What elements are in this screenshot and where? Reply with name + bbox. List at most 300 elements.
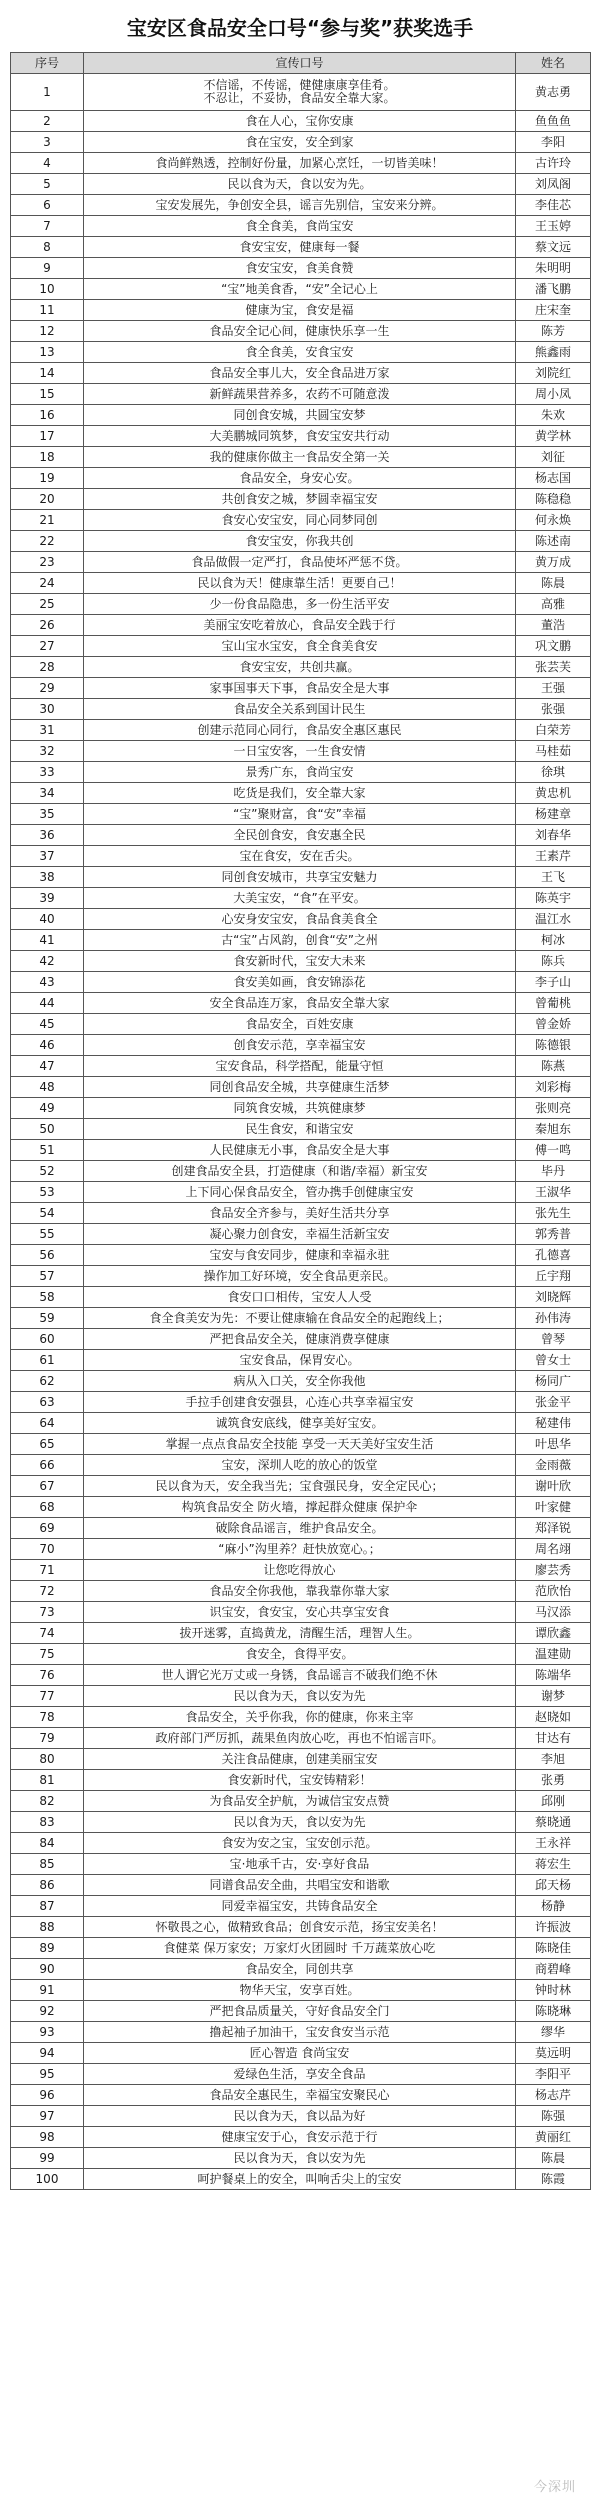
row-number: 78 xyxy=(11,1707,84,1728)
row-name: 曾金娇 xyxy=(516,1014,591,1035)
row-slogan: 食品安全，关乎你我，你的健康，你来主宰 xyxy=(84,1707,516,1728)
row-name: 赵晓如 xyxy=(516,1707,591,1728)
row-name: 周名翊 xyxy=(516,1539,591,1560)
row-name: 白荣芳 xyxy=(516,720,591,741)
row-slogan: 健康为宝，食安是福 xyxy=(84,300,516,321)
row-slogan: 同谱食品安全曲，共唱宝安和谐歌 xyxy=(84,1875,516,1896)
row-name: 刘彩梅 xyxy=(516,1077,591,1098)
row-number: 43 xyxy=(11,972,84,993)
row-number: 95 xyxy=(11,2064,84,2085)
row-number: 93 xyxy=(11,2022,84,2043)
row-name: 陈芳 xyxy=(516,321,591,342)
table-row xyxy=(11,1476,591,1497)
row-number: 51 xyxy=(11,1140,84,1161)
row-number: 100 xyxy=(11,2169,84,2190)
row-name: 廖芸秀 xyxy=(516,1560,591,1581)
row-name: 陈晨 xyxy=(516,573,591,594)
row-slogan: 病从入口关，安全你我他 xyxy=(84,1371,516,1392)
row-slogan: 食品安全记心间，健康快乐享一生 xyxy=(84,321,516,342)
row-name: 李旭 xyxy=(516,1749,591,1770)
row-slogan: 食品安全事儿大，安全食品进万家 xyxy=(84,363,516,384)
row-number: 97 xyxy=(11,2106,84,2127)
row-number: 98 xyxy=(11,2127,84,2148)
row-name: 古许玲 xyxy=(516,153,591,174)
row-name: 傅一鸣 xyxy=(516,1140,591,1161)
row-name: 丘宇翔 xyxy=(516,1266,591,1287)
row-number: 23 xyxy=(11,552,84,573)
row-number: 5 xyxy=(11,174,84,195)
row-name: 缪华 xyxy=(516,2022,591,2043)
watermark: 今深圳 xyxy=(533,2480,576,2495)
row-name: 谭欣鑫 xyxy=(516,1623,591,1644)
row-name: 温建勋 xyxy=(516,1644,591,1665)
row-slogan: 民生食安，和谐宝安 xyxy=(84,1119,516,1140)
row-name: 莫远明 xyxy=(516,2043,591,2064)
row-number: 45 xyxy=(11,1014,84,1035)
row-number: 14 xyxy=(11,363,84,384)
table-row xyxy=(11,468,591,489)
row-number: 96 xyxy=(11,2085,84,2106)
row-name: 王玉婷 xyxy=(516,216,591,237)
row-slogan: 宝在食安，安在舌尖。 xyxy=(84,846,516,867)
row-number: 90 xyxy=(11,1959,84,1980)
table-row xyxy=(11,132,591,153)
row-number: 39 xyxy=(11,888,84,909)
header-slogan: 宣传口号 xyxy=(84,53,516,74)
table-row xyxy=(11,1098,591,1119)
row-number: 53 xyxy=(11,1182,84,1203)
row-number: 29 xyxy=(11,678,84,699)
row-number: 20 xyxy=(11,489,84,510)
row-number: 2 xyxy=(11,111,84,132)
row-slogan: 识宝安，食安宝，安心共享宝安食 xyxy=(84,1602,516,1623)
row-name: 张勇 xyxy=(516,1770,591,1791)
row-name: 蒋宏生 xyxy=(516,1854,591,1875)
row-number: 70 xyxy=(11,1539,84,1560)
table-row xyxy=(11,1140,591,1161)
table-row xyxy=(11,1644,591,1665)
row-number: 75 xyxy=(11,1644,84,1665)
row-name: 鱼鱼鱼 xyxy=(516,111,591,132)
row-name: 谢梦 xyxy=(516,1686,591,1707)
row-number: 33 xyxy=(11,762,84,783)
row-slogan: 食安美如画，食安锦添花 xyxy=(84,972,516,993)
table-row xyxy=(11,2001,591,2022)
row-name: 杨同广 xyxy=(516,1371,591,1392)
table-row xyxy=(11,888,591,909)
row-slogan: 民以食为天，安全我当先；宝食强民身，安全定民心； xyxy=(84,1476,516,1497)
row-number: 49 xyxy=(11,1098,84,1119)
row-name: 马汉添 xyxy=(516,1602,591,1623)
table-row xyxy=(11,1497,591,1518)
table-row xyxy=(11,1224,591,1245)
row-name: 许振波 xyxy=(516,1917,591,1938)
table-row xyxy=(11,111,591,132)
row-name: 陈述南 xyxy=(516,531,591,552)
row-number: 77 xyxy=(11,1686,84,1707)
table-row xyxy=(11,1875,591,1896)
row-name: 陈兵 xyxy=(516,951,591,972)
row-number: 36 xyxy=(11,825,84,846)
table-row xyxy=(11,783,591,804)
row-number: 59 xyxy=(11,1308,84,1329)
row-name: 蔡晓通 xyxy=(516,1812,591,1833)
row-number: 86 xyxy=(11,1875,84,1896)
row-slogan: 心安身安宝安，食品食美食全 xyxy=(84,909,516,930)
row-name: 王强 xyxy=(516,678,591,699)
row-slogan: 怀敬畏之心，做精致食品；创食安示范，扬宝安美名！ xyxy=(84,1917,516,1938)
table-row xyxy=(11,552,591,573)
row-number: 81 xyxy=(11,1770,84,1791)
row-name: 王飞 xyxy=(516,867,591,888)
row-slogan: 手拉手创建食安强县，心连心共享幸福宝安 xyxy=(84,1392,516,1413)
row-name: 王永祥 xyxy=(516,1833,591,1854)
row-number: 64 xyxy=(11,1413,84,1434)
row-slogan: 食品安全惠民生，幸福宝安聚民心 xyxy=(84,2085,516,2106)
row-slogan: 撸起袖子加油干，宝安食安当示范 xyxy=(84,2022,516,2043)
table-row xyxy=(11,405,591,426)
row-slogan: 大美鹏城同筑梦，食安宝安共行动 xyxy=(84,426,516,447)
table-row xyxy=(11,1056,591,1077)
row-number: 52 xyxy=(11,1161,84,1182)
row-name: 张芸芙 xyxy=(516,657,591,678)
row-slogan: 民以食为天，食以安为先 xyxy=(84,1812,516,1833)
table-row xyxy=(11,2022,591,2043)
row-number: 18 xyxy=(11,447,84,468)
row-number: 54 xyxy=(11,1203,84,1224)
table-row xyxy=(11,1455,591,1476)
row-slogan: 食全食美，食尚宝安 xyxy=(84,216,516,237)
table-row xyxy=(11,1539,591,1560)
winners-table xyxy=(10,52,591,2190)
row-slogan: 匠心智造 食尚宝安 xyxy=(84,2043,516,2064)
row-slogan: 食安宝安，你我共创 xyxy=(84,531,516,552)
row-number: 85 xyxy=(11,1854,84,1875)
table-row xyxy=(11,1518,591,1539)
table-row xyxy=(11,1791,591,1812)
row-number: 87 xyxy=(11,1896,84,1917)
row-name: 张强 xyxy=(516,699,591,720)
row-number: 72 xyxy=(11,1581,84,1602)
row-slogan: 同创食安城市，共享宝安魅力 xyxy=(84,867,516,888)
table-header-row xyxy=(11,53,591,74)
table-row xyxy=(11,1077,591,1098)
table-row xyxy=(11,1812,591,1833)
row-number: 83 xyxy=(11,1812,84,1833)
row-number: 12 xyxy=(11,321,84,342)
table-row xyxy=(11,1560,591,1581)
row-slogan: 食品安全你我他，靠我靠你靠大家 xyxy=(84,1581,516,1602)
header-number: 序号 xyxy=(11,53,84,74)
row-number: 74 xyxy=(11,1623,84,1644)
row-number: 94 xyxy=(11,2043,84,2064)
table-row xyxy=(11,1308,591,1329)
table-body xyxy=(11,74,591,2190)
row-slogan: 创建食品安全县，打造健康（和谐/幸福）新宝安 xyxy=(84,1161,516,1182)
row-name: 黄学林 xyxy=(516,426,591,447)
row-slogan: 上下同心保食品安全，管办携手创健康宝安 xyxy=(84,1182,516,1203)
row-slogan: 宝·地承千古，安·享好食品 xyxy=(84,1854,516,1875)
row-number: 3 xyxy=(11,132,84,153)
row-slogan: 食在宝安，安全到家 xyxy=(84,132,516,153)
row-slogan: 民以食为天！健康靠生活！更要自己！ xyxy=(84,573,516,594)
row-slogan: 宝安发展先，争创安全县，谣言先别信，宝安来分辨。 xyxy=(84,195,516,216)
row-name: 曾女士 xyxy=(516,1350,591,1371)
row-number: 99 xyxy=(11,2148,84,2169)
row-slogan: “麻小”沟里养？赶快放宽心。； xyxy=(84,1539,516,1560)
row-slogan: 破除食品谣言，维护食品安全。 xyxy=(84,1518,516,1539)
row-slogan: 让您吃得放心 xyxy=(84,1560,516,1581)
table-row xyxy=(11,1245,591,1266)
row-number: 35 xyxy=(11,804,84,825)
row-name: 陈晓佳 xyxy=(516,1938,591,1959)
row-name: 李子山 xyxy=(516,972,591,993)
row-name: 刘晓辉 xyxy=(516,1287,591,1308)
table-row xyxy=(11,678,591,699)
row-name: 黄万成 xyxy=(516,552,591,573)
row-name: 潘飞鹏 xyxy=(516,279,591,300)
row-name: 孔德喜 xyxy=(516,1245,591,1266)
row-name: 秘建伟 xyxy=(516,1413,591,1434)
row-slogan: 食安口口相传，宝安人人受 xyxy=(84,1287,516,1308)
row-number: 63 xyxy=(11,1392,84,1413)
row-number: 47 xyxy=(11,1056,84,1077)
row-name: 刘春华 xyxy=(516,825,591,846)
row-name: 黄志勇 xyxy=(516,74,591,111)
row-number: 6 xyxy=(11,195,84,216)
row-name: 杨志国 xyxy=(516,468,591,489)
row-name: 熊鑫雨 xyxy=(516,342,591,363)
row-number: 4 xyxy=(11,153,84,174)
row-slogan: 呵护餐桌上的安全，叫响舌尖上的宝安 xyxy=(84,2169,516,2190)
row-slogan: 不信谣，不传谣，健健康康享佳肴。 不忍让，不妥协，食品安全靠大家。 xyxy=(84,74,516,111)
row-number: 73 xyxy=(11,1602,84,1623)
row-name: 郭秀普 xyxy=(516,1224,591,1245)
row-slogan: 食安宝安，健康每一餐 xyxy=(84,237,516,258)
row-slogan: 我的健康你做主一食品安全第一关 xyxy=(84,447,516,468)
row-name: 邱天杨 xyxy=(516,1875,591,1896)
table-row xyxy=(11,1371,591,1392)
row-name: 杨建章 xyxy=(516,804,591,825)
row-slogan: 食安新时代，宝安铸精彩！ xyxy=(84,1770,516,1791)
row-slogan: 食品安全，身安心安。 xyxy=(84,468,516,489)
row-name: 曾葡桃 xyxy=(516,993,591,1014)
row-slogan: 安全食品连万家，食品安全靠大家 xyxy=(84,993,516,1014)
row-name: 商碧峰 xyxy=(516,1959,591,1980)
row-name: 杨志芹 xyxy=(516,2085,591,2106)
row-number: 26 xyxy=(11,615,84,636)
table-row xyxy=(11,1770,591,1791)
row-number: 24 xyxy=(11,573,84,594)
row-slogan: 吃货是我们，安全靠大家 xyxy=(84,783,516,804)
row-slogan: 同创食品安全城，共享健康生活梦 xyxy=(84,1077,516,1098)
row-number: 55 xyxy=(11,1224,84,1245)
table-row xyxy=(11,1014,591,1035)
row-number: 8 xyxy=(11,237,84,258)
row-number: 92 xyxy=(11,2001,84,2022)
row-slogan: 宝安食品，保胃安心。 xyxy=(84,1350,516,1371)
table-row xyxy=(11,1266,591,1287)
row-slogan: 食安新时代，宝安大未来 xyxy=(84,951,516,972)
row-slogan: 宝安，深圳人吃的放心的饭堂 xyxy=(84,1455,516,1476)
row-number: 11 xyxy=(11,300,84,321)
row-number: 22 xyxy=(11,531,84,552)
table-row xyxy=(11,342,591,363)
row-number: 82 xyxy=(11,1791,84,1812)
row-slogan: 爱绿色生活，享安全食品 xyxy=(84,2064,516,2085)
row-number: 65 xyxy=(11,1434,84,1455)
table-row xyxy=(11,1686,591,1707)
row-number: 46 xyxy=(11,1035,84,1056)
row-name: 杨静 xyxy=(516,1896,591,1917)
row-name: 董浩 xyxy=(516,615,591,636)
row-number: 30 xyxy=(11,699,84,720)
row-number: 91 xyxy=(11,1980,84,2001)
table-row xyxy=(11,1728,591,1749)
row-number: 25 xyxy=(11,594,84,615)
row-name: 蔡文远 xyxy=(516,237,591,258)
row-name: 朱欢 xyxy=(516,405,591,426)
row-slogan: “宝”地美食香，“安”全记心上 xyxy=(84,279,516,300)
row-name: 孙伟涛 xyxy=(516,1308,591,1329)
row-name: 高雅 xyxy=(516,594,591,615)
row-slogan: 食安全，食得平安。 xyxy=(84,1644,516,1665)
row-name: 徐琪 xyxy=(516,762,591,783)
row-number: 57 xyxy=(11,1266,84,1287)
row-slogan: 诚筑食安底线，健享美好宝安。 xyxy=(84,1413,516,1434)
table-row xyxy=(11,951,591,972)
table-row xyxy=(11,174,591,195)
table-row xyxy=(11,594,591,615)
row-name: 钟时林 xyxy=(516,1980,591,2001)
row-slogan: 宝安与食安同步，健康和幸福永驻 xyxy=(84,1245,516,1266)
row-slogan: 创建示范同心同行，食品安全惠区惠民 xyxy=(84,720,516,741)
row-number: 89 xyxy=(11,1938,84,1959)
row-number: 9 xyxy=(11,258,84,279)
table-row xyxy=(11,1665,591,1686)
row-slogan: 严把食品质量关，守好食品安全门 xyxy=(84,2001,516,2022)
table-row xyxy=(11,1203,591,1224)
table-row xyxy=(11,1329,591,1350)
row-slogan: 全民创食安，食安惠全民 xyxy=(84,825,516,846)
row-number: 10 xyxy=(11,279,84,300)
table-row xyxy=(11,237,591,258)
table-row xyxy=(11,720,591,741)
row-name: 李阳 xyxy=(516,132,591,153)
table-row xyxy=(11,573,591,594)
row-name: 曾琴 xyxy=(516,1329,591,1350)
table-row xyxy=(11,846,591,867)
row-slogan: 食安心安宝安，同心同梦同创 xyxy=(84,510,516,531)
row-slogan: 食品安全，百姓安康 xyxy=(84,1014,516,1035)
row-number: 76 xyxy=(11,1665,84,1686)
row-number: 15 xyxy=(11,384,84,405)
table-row xyxy=(11,657,591,678)
table-row xyxy=(11,2043,591,2064)
row-slogan: 食在人心，宝你安康 xyxy=(84,111,516,132)
row-name: 朱明明 xyxy=(516,258,591,279)
row-name: 陈英宇 xyxy=(516,888,591,909)
table-row xyxy=(11,804,591,825)
row-name: 李阳平 xyxy=(516,2064,591,2085)
table-row xyxy=(11,531,591,552)
row-number: 31 xyxy=(11,720,84,741)
table-row xyxy=(11,489,591,510)
row-name: 马桂茹 xyxy=(516,741,591,762)
row-name: 叶思华 xyxy=(516,1434,591,1455)
row-number: 67 xyxy=(11,1476,84,1497)
row-slogan: 食安为安之宝，宝安创示范。 xyxy=(84,1833,516,1854)
row-number: 38 xyxy=(11,867,84,888)
table-row xyxy=(11,2148,591,2169)
row-number: 66 xyxy=(11,1455,84,1476)
row-number: 13 xyxy=(11,342,84,363)
page-title: 宝安区食品安全口号“参与奖”获奖选手 xyxy=(126,15,474,40)
table-row xyxy=(11,909,591,930)
table-row xyxy=(11,1035,591,1056)
table-row xyxy=(11,2169,591,2190)
row-slogan: 民以食为天，食以安为先 xyxy=(84,1686,516,1707)
row-slogan: 物华天宝，安享百姓。 xyxy=(84,1980,516,2001)
row-number: 1 xyxy=(11,74,84,111)
row-slogan: 同创食安城，共圆宝安梦 xyxy=(84,405,516,426)
row-slogan: 少一份食品隐患，多一份生活平安 xyxy=(84,594,516,615)
table-row xyxy=(11,1119,591,1140)
row-slogan: 民以食为天，食以安为先 xyxy=(84,2148,516,2169)
row-name: 黄丽红 xyxy=(516,2127,591,2148)
table-row xyxy=(11,1833,591,1854)
row-slogan: 宝安食品，科学搭配，能量守恒 xyxy=(84,1056,516,1077)
table-row xyxy=(11,447,591,468)
row-number: 42 xyxy=(11,951,84,972)
table-row xyxy=(11,1581,591,1602)
table-row xyxy=(11,993,591,1014)
table-row xyxy=(11,699,591,720)
row-name: 刘凤阁 xyxy=(516,174,591,195)
table-row xyxy=(11,1350,591,1371)
row-name: 陈德银 xyxy=(516,1035,591,1056)
table-row xyxy=(11,1938,591,1959)
row-slogan: 世人谓它光万丈或一身锈，食品谣言不破我们绝不休 xyxy=(84,1665,516,1686)
row-name: 陈稳稳 xyxy=(516,489,591,510)
row-slogan: 为食品安全护航，为诚信宝安点赞 xyxy=(84,1791,516,1812)
row-name: 黄忠机 xyxy=(516,783,591,804)
row-slogan: 人民健康无小事，食品安全是大事 xyxy=(84,1140,516,1161)
row-number: 21 xyxy=(11,510,84,531)
row-name: 何永焕 xyxy=(516,510,591,531)
table-row xyxy=(11,636,591,657)
row-name: 柯冰 xyxy=(516,930,591,951)
row-name: 李佳芯 xyxy=(516,195,591,216)
table-row xyxy=(11,1707,591,1728)
table-row xyxy=(11,1749,591,1770)
table-row xyxy=(11,279,591,300)
row-slogan: 健康宝安于心，食安示范于行 xyxy=(84,2127,516,2148)
row-name: 范欣怡 xyxy=(516,1581,591,1602)
row-name: 张先生 xyxy=(516,1203,591,1224)
table-row xyxy=(11,1434,591,1455)
row-name: 邱刚 xyxy=(516,1791,591,1812)
row-number: 16 xyxy=(11,405,84,426)
row-slogan: 美丽宝安吃着放心，食品安全践于行 xyxy=(84,615,516,636)
row-name: 谢叶欣 xyxy=(516,1476,591,1497)
table-row xyxy=(11,1392,591,1413)
table-row xyxy=(11,930,591,951)
row-number: 62 xyxy=(11,1371,84,1392)
row-slogan: 食健菜 保万家安；万家灯火团圆时 千万蔬菜放心吃 xyxy=(84,1938,516,1959)
table-row xyxy=(11,1602,591,1623)
row-slogan: 食全食美安为先：不要让健康输在食品安全的起跑线上； xyxy=(84,1308,516,1329)
